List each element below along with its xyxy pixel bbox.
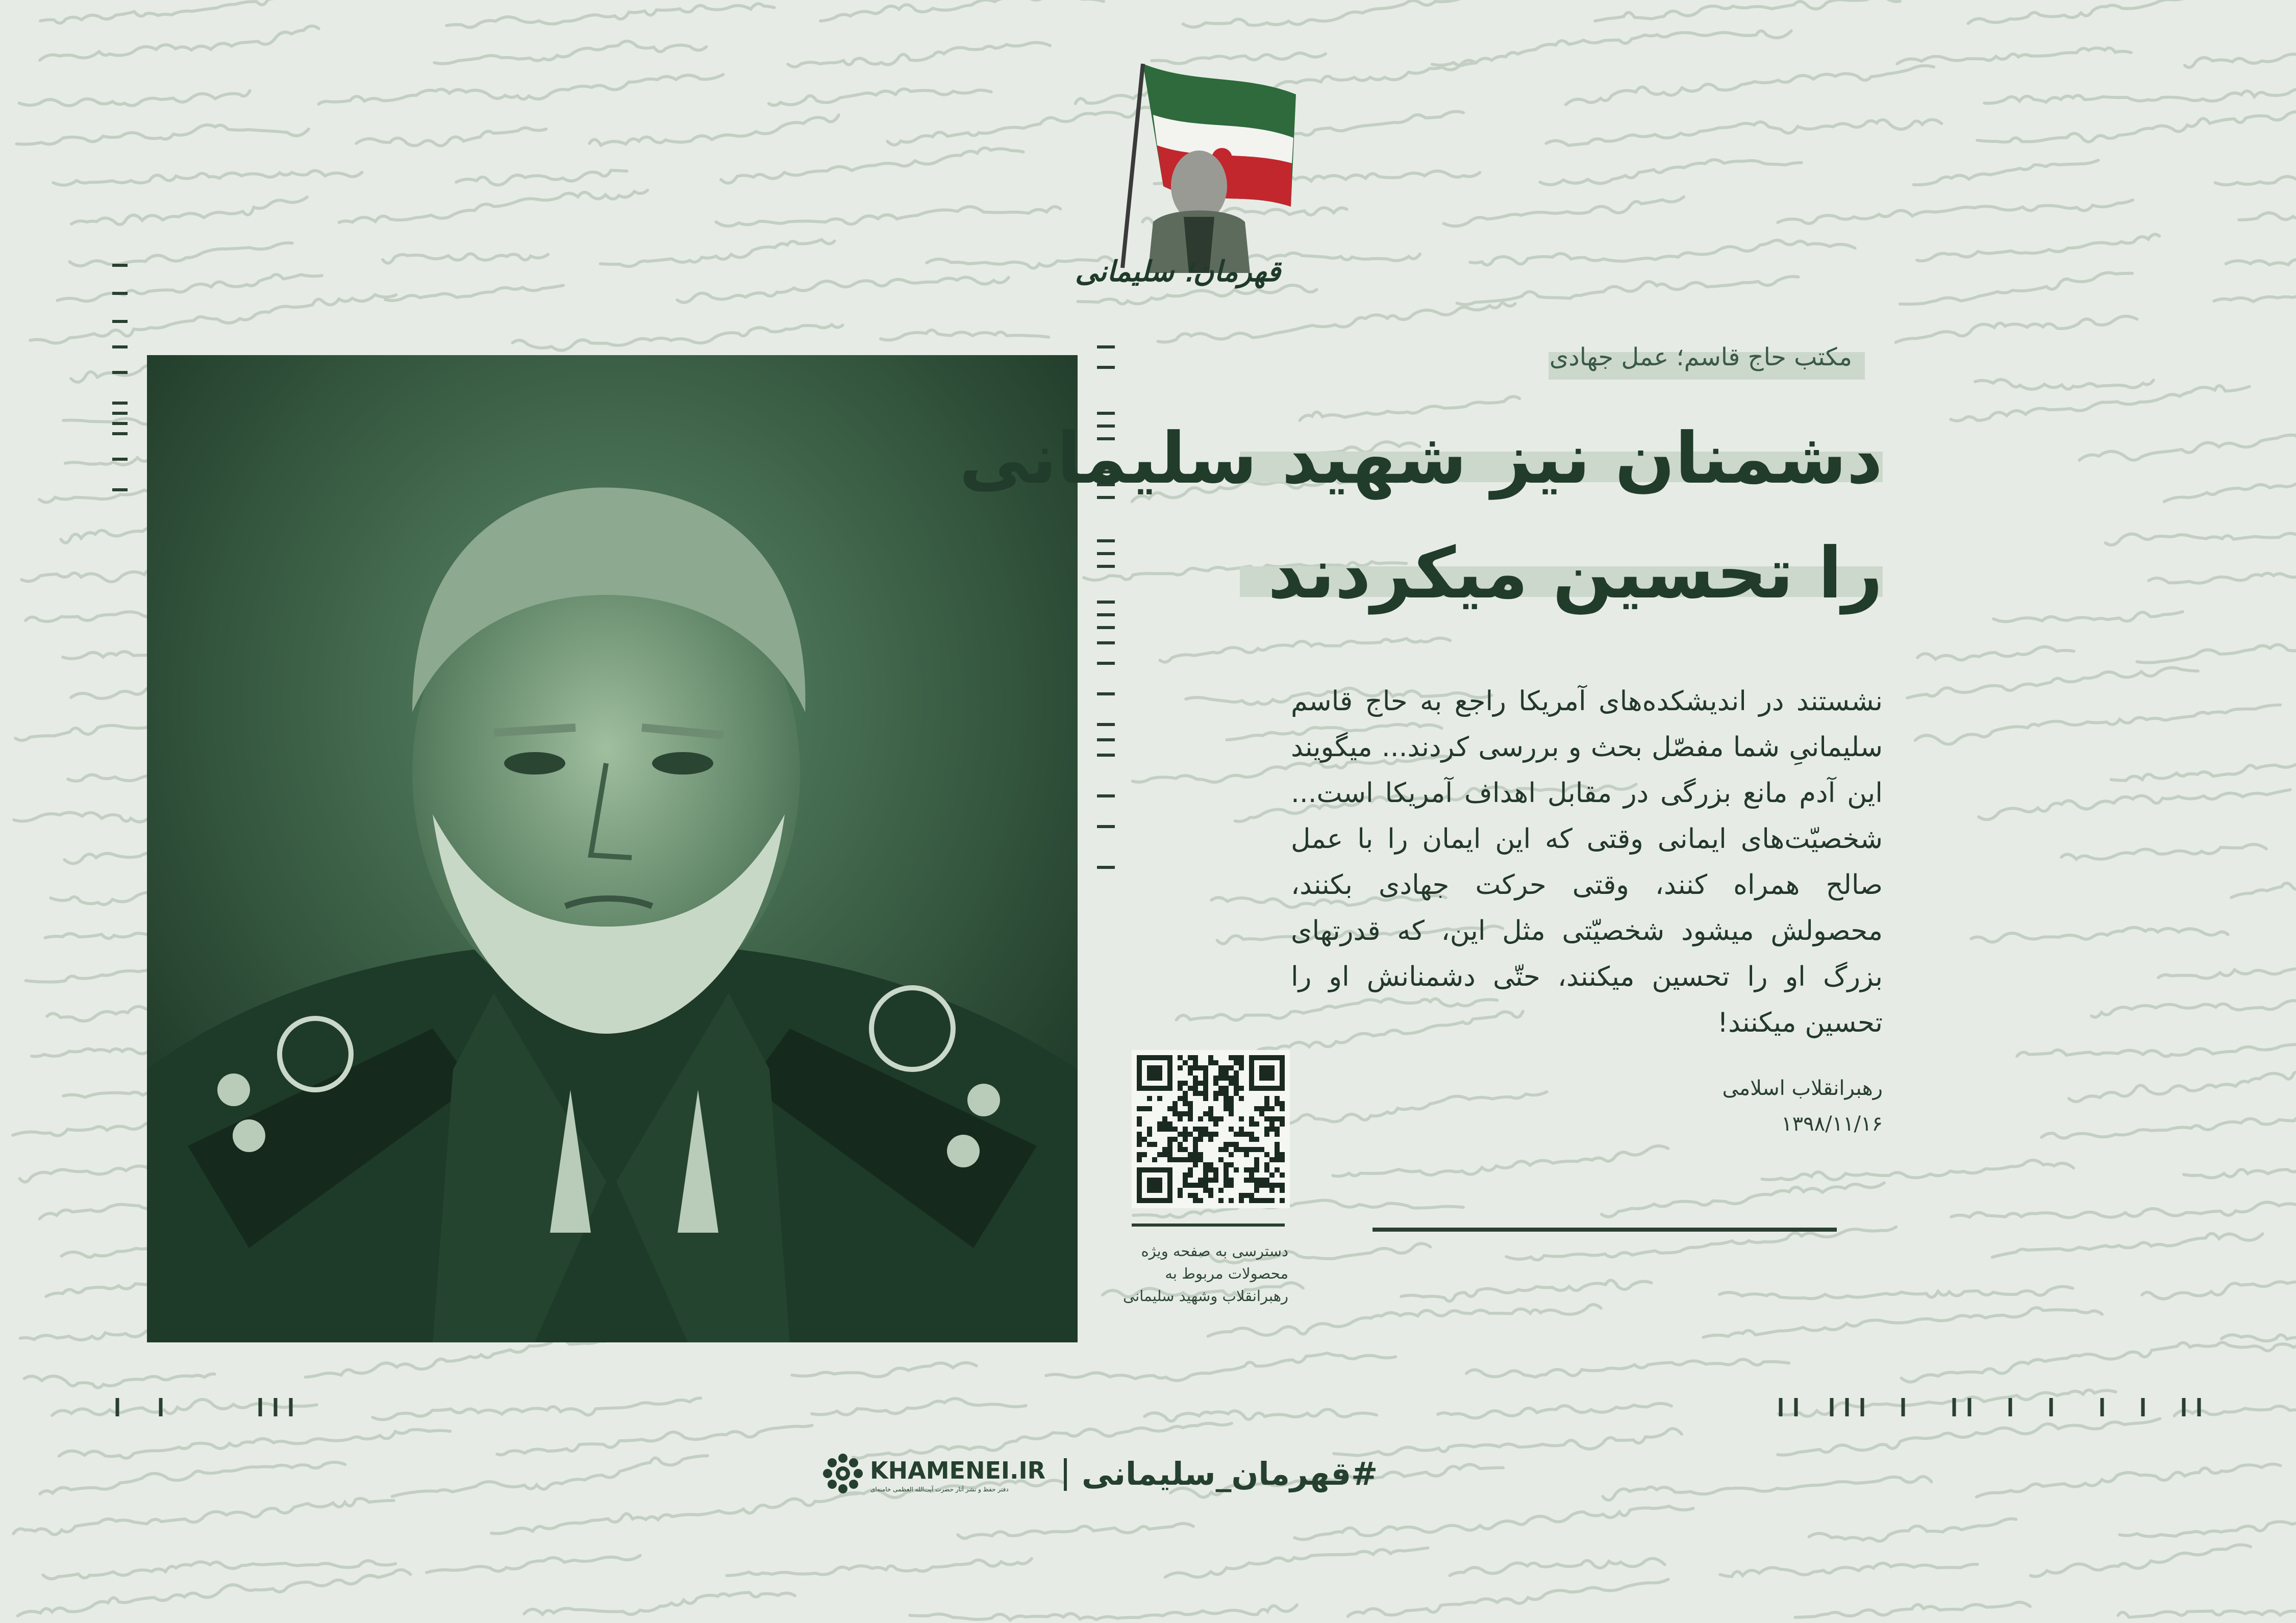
title-line-1: دشمنان نیز شهید سلیمانی xyxy=(959,417,1883,500)
footer-brand-subtitle: دفتر حفظ و نشر آثار حضرت آیت‌الله العظمی خامنه‌ای xyxy=(870,1486,1009,1493)
qr-code[interactable] xyxy=(1132,1050,1290,1208)
footer-brand[interactable]: KHAMENEI.IR xyxy=(870,1457,1045,1484)
tick-decoration-left xyxy=(102,255,143,510)
qr-underline xyxy=(1132,1224,1285,1227)
portrait-photo-icon xyxy=(147,355,1078,1342)
tick-decoration-bottom-left xyxy=(112,1398,306,1418)
separator-line xyxy=(1372,1228,1837,1232)
footer-separator xyxy=(1064,1458,1067,1491)
footer-hashtag[interactable]: #قهرمان_سلیمانی xyxy=(1082,1455,1378,1492)
quote-date: ۱۳۹۸/۱۱/۱۶ xyxy=(1781,1112,1883,1136)
quote-body: نشستند در اندیشکده‌های آمریکا راجع به حاج قاسم سلیمانیِ شما مفصّل بحث و بررسی کردند... میگویند این آدم مانع بزرگی در مقابل اهداف آمریکا است... شخصیّت‌های ایمانی وقتی که این ایمان را با عمل صالح همراه کنند، وقتی حرکت جهادی بکنند، محصولش میشود شخصیّتی مثل این، که قدرتهای بزرگ او را تحسین میکنند، حتّی دشمنانش او را تحسین میکنند! xyxy=(1291,686,1883,1038)
qr-code-icon xyxy=(1132,1050,1290,1208)
tick-decoration-bottom-right xyxy=(1776,1398,2235,1418)
attribution: رهبرانقلاب اسلامی xyxy=(1722,1077,1883,1100)
qr-caption-line-2: محصولات مربوط به xyxy=(1165,1265,1288,1282)
title-line-2: را تحسین میکردند xyxy=(1267,532,1883,614)
qr-caption-line-3: رهبرانقلاب وشهید سلیمانی xyxy=(1122,1287,1288,1305)
portrait-photo xyxy=(147,355,1078,1342)
qr-caption xyxy=(1117,1240,1288,1307)
kicker-text: مکتب حاج قاسم؛ عمل جهادی xyxy=(1549,343,1852,371)
logo-caption: قهرمان؛ سلیمانی xyxy=(1075,255,1281,288)
qr-caption-line-1: دسترسی به صفحه ویژه xyxy=(1141,1242,1288,1260)
khamenei-emblem-icon xyxy=(822,1453,863,1494)
